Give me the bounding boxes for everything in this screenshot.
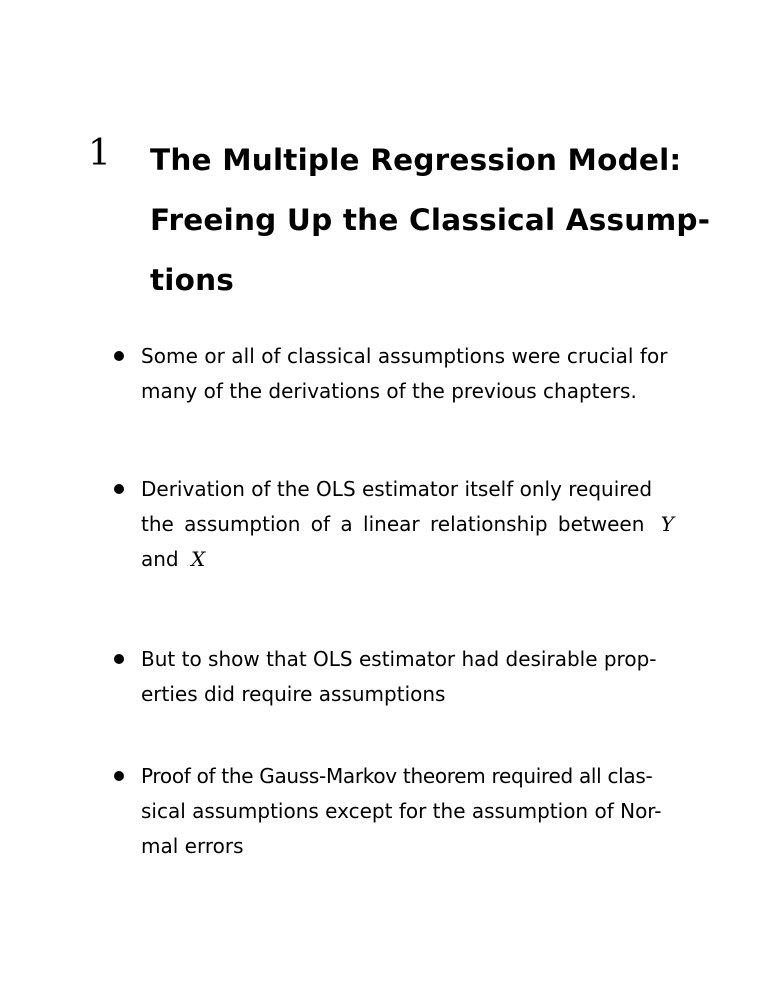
bullet-line: Proof of the Gauss-Markov theorem required all clas- <box>141 764 653 788</box>
bullet-line-text: and <box>141 547 179 571</box>
bullet-item <box>141 759 662 864</box>
bullet-line-with-math <box>141 507 674 542</box>
section-number: 1 <box>88 133 111 174</box>
bullet-dot <box>114 351 124 361</box>
bullet-line-with-math <box>141 542 656 577</box>
bullet-item <box>141 472 674 577</box>
section-title-line: The Multiple Regression Model: <box>150 143 682 177</box>
bullet-line: Derivation of the OLS estimator itself only required <box>141 477 653 501</box>
bullet-dot <box>114 484 124 494</box>
bullet-line: many of the derivations of the previous chapters. <box>141 379 637 403</box>
bullet-item <box>141 339 668 409</box>
bullet-line: mal errors <box>141 834 244 858</box>
bullet-line: sical assumptions except for the assumption of Nor- <box>141 799 662 823</box>
section-title <box>150 130 750 310</box>
bullet-line: But to show that OLS estimator had desirable prop- <box>141 647 657 671</box>
bullet-line: erties did require assumptions <box>141 682 446 706</box>
bullet-line-text: the assumption of a linear relationship between <box>141 512 645 536</box>
bullet-dot <box>114 654 124 664</box>
math-variable-x: X <box>191 547 206 571</box>
bullet-dot <box>114 771 124 781</box>
math-variable-y: Y <box>660 512 674 536</box>
bullet-item <box>141 642 656 712</box>
bullet-line: Some or all of classical assumptions were crucial for <box>141 344 668 368</box>
section-title-line: tions <box>150 263 235 297</box>
section-title-line: Freeing Up the Classical Assump- <box>150 203 711 237</box>
